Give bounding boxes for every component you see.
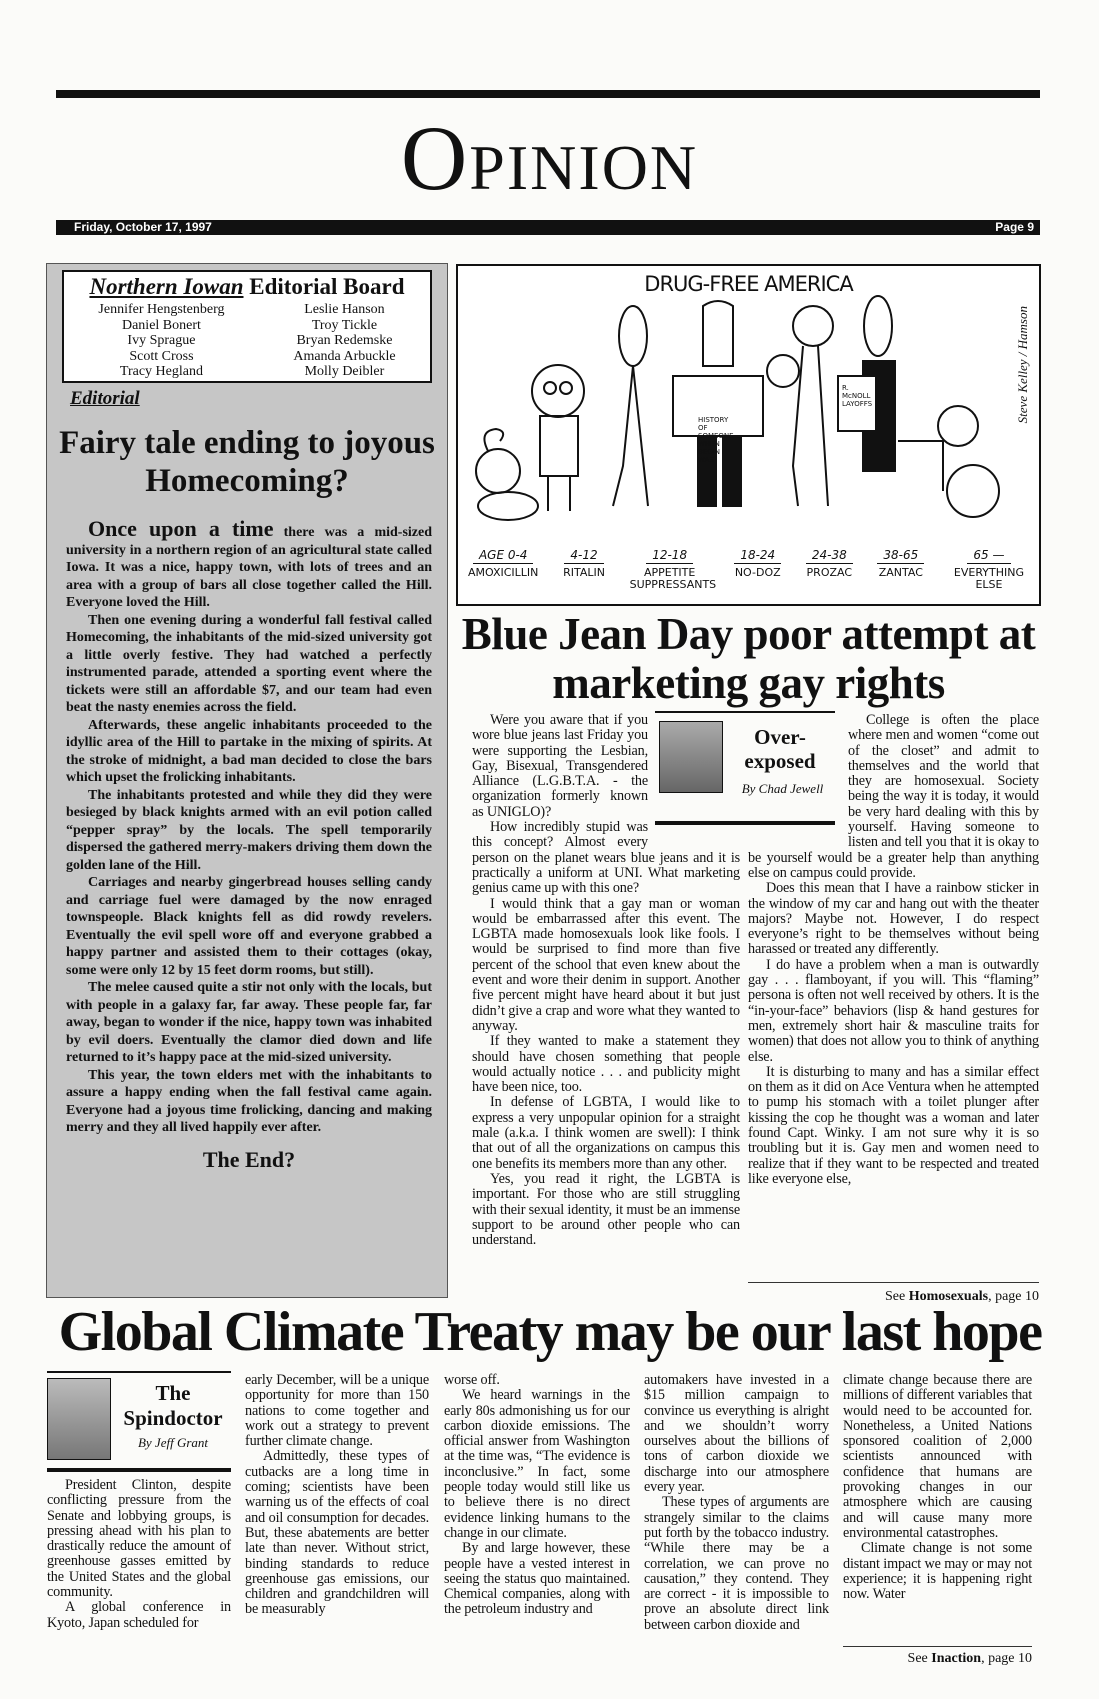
paragraph: Admittedly, these types of cutbacks are a long time in coming; scientists have been warning us of the effects of coal and oil consumption for decades. But, these abatements are better late than never. Without strict, binding standards to reduce greenhouse gas emissions, our children and grandchildren will be measurably — [245, 1448, 429, 1618]
page-number: Page 9 — [995, 220, 1034, 234]
column-title-line: The — [155, 1381, 191, 1405]
cartoon-title: DRUG-FREE AMERICA — [644, 272, 853, 296]
board-member: Jennifer Hengstenberg — [98, 302, 225, 317]
column-title — [113, 1381, 233, 1431]
editorial-label: Editorial — [70, 388, 140, 409]
caption-6 — [949, 548, 1029, 591]
paragraph: College is often the place where men and women “come out of the closet” and admit to themselves and the world that they are homosexual. Society being the way it is today, it would be very hard dealing with this by yourself. Having someone to listen and tell you that it is okay to be yourself would be a greater help than anything else on campus could provide. — [748, 712, 1039, 881]
cartoon-drawing — [458, 266, 1043, 546]
drug-label: APPETITE SUPPRESSANTS — [629, 566, 717, 591]
jump-word: Homosexuals — [908, 1289, 989, 1304]
editorial-board-box — [62, 270, 432, 383]
climate-column-5 — [843, 1373, 1032, 1602]
board-member: Tracy Hegland — [119, 364, 203, 379]
editorial-body — [66, 516, 432, 1172]
age-label: 65 — — [967, 548, 1010, 564]
age-label: 4-12 — [564, 548, 603, 564]
paragraph: early December, will be a unique opportunity for more than 150 nations to come together and work out a strategy to prevent further climate change. — [245, 1372, 429, 1450]
age-label: 38-65 — [877, 548, 924, 564]
caption-1 — [563, 548, 605, 591]
paper-name: Northern Iowan — [89, 274, 244, 299]
paragraph: Yes, you read it right, the LGBTA is important. For those who are still struggling with their sexual identity, it must be an immense support to be around other people who can understand. — [472, 1170, 740, 1249]
teen-figure — [613, 306, 648, 506]
author-photo — [659, 721, 723, 793]
editorial-cartoon — [456, 264, 1041, 606]
parent-figure — [767, 306, 833, 506]
byline: By Jeff Grant — [137, 1435, 209, 1450]
paragraph: How incredibly stupid was this concept? Almost every person on the planet wears blue jeans and it is practically a uniform at UNI. What marketing genius came up with this one? — [472, 819, 740, 897]
paragraph: Carriages and nearby gingerbread houses selling candy and carriage fuel were damaged by the now enraged townspeople. Black knights fell as did rowdy revelers. Eventually the evil spell wore off and everyone grabbed a happy partner and assisted them to their cottages (okay, some were only 12 by 15 feet dorm rooms, but still). — [66, 875, 432, 978]
paragraph: It is disturbing to many and has a similar effect on them as it did on Ace Ventura when he attempted to pump his stomach with a toilet plunger after kissing the cop he thought was a woman and later found Capt. Winky. I am not sure why it is so troubling but it is. Gay men and women need to realize that if they want to be respected and treated like everyone else, — [748, 1063, 1039, 1187]
column-sig-box — [47, 1371, 231, 1472]
board-members-left — [98, 302, 224, 380]
paragraph: The inhabitants protested and while they did they were besieged by black knights armed with an evil potion called “pepper spray” by the locals. The spell temporarily dispersed the gathered merry-makers driving them down the golden lane of the Hill. — [66, 787, 432, 873]
editorial-end: The End? — [202, 1146, 296, 1172]
book-cover-text: HISTORY OF SOMEONE WHEN BEGIN I WAS — [698, 416, 734, 464]
board-member: Leslie Hanson — [304, 302, 385, 317]
paragraph: Climate change is not some distant impact we may or may not experience; it is happening right now. Water — [843, 1540, 1032, 1603]
paragraph: Were you aware that if you wore blue jeans last Friday you were supporting the Lesbian, Gay, Bisexual, Transgendered Alliance (L.G.B.T.A. - the organization formerly known as UNIGLO)? — [472, 712, 648, 820]
column-sig-box — [655, 711, 835, 825]
paragraph-text: there was a mid-sized university in a northern region of an agricultural state called Iowa. It was a nice, happy town, with lots of trees and an area with a group of bars all close together called the Hill. Everyone loved the Hill. — [66, 525, 432, 610]
climate-column-3 — [444, 1373, 630, 1618]
board-members-right — [293, 302, 395, 380]
paragraph: President Clinton, despite conflicting pressure from the Senate and lobbying groups, is pressing ahead with his plan to drastically reduce the amount of greenhouse gasses emitted by the United States and the global community. — [47, 1477, 231, 1601]
age-label: AGE 0-4 — [473, 548, 534, 564]
newspaper-prop-text: R. McNOLL LAYOFFS — [842, 384, 873, 408]
board-member: Bryan Redemske — [296, 333, 393, 348]
paragraph: I do have a problem when a man is outwardly gay . . . flamboyant, if you will. This “flaming” persona is often not well received by others. It is the “in-your-face” behaviors (lisp & hand gestures for men, extremely short hair & masculine traits for women) that does not allow you to think of anything else. — [748, 956, 1039, 1065]
editorial-headline: Fairy tale ending to joyous Homecoming? — [59, 425, 435, 499]
paragraph: We heard warnings in the early 80s admonishing us for our carbon dioxide emissions. The official answer from Washington at the time was, “The evidence is inconclusive.” In fact, some people today would still like us to believe there is no direct evidence linking humans to the change in our climate. — [444, 1387, 630, 1541]
drop-lead: Once upon a time — [88, 516, 274, 541]
paragraph: If they wanted to make a statement they should have chosen something that people would actually notice . . . and publicity might have been nice, too. — [472, 1033, 740, 1096]
jump-word: Inaction — [931, 1651, 982, 1666]
cartoonist-signature: Steve Kelley / Hamson — [1015, 306, 1030, 424]
elder-figure — [898, 406, 999, 517]
author-photo — [47, 1378, 111, 1460]
climate-column-4 — [644, 1373, 829, 1633]
board-member: Scott Cross — [129, 348, 194, 364]
board-member: Molly Deibler — [304, 364, 385, 379]
issue-date: Friday, October 17, 1997 — [74, 220, 212, 234]
paragraph: climate change because there are millions of different variables that would need to be accounted for. Nonetheless, a United Nations sponsored coalition of 2,000 scientists announced with confidence that humans are provoking changes in our atmosphere which are causing and will cause many more environmental catastrophes. — [843, 1372, 1032, 1541]
paragraph: In defense of LGBTA, I would like to express a very unpopular opinion for a straight male (a.k.a. I think women are swell): I think that out of all the organizations on campus this one benefits its members more than any other. — [472, 1094, 740, 1172]
jump-see: See — [907, 1651, 932, 1666]
paragraph: Does this mean that I have a rainbow sticker in the window of my car and hang out with the theater majors? Maybe not. However, I do respect everyone’s right to be themselves without being harassed or treated any differently. — [748, 880, 1039, 958]
board-label: Editorial Board — [249, 274, 405, 299]
caption-3 — [734, 548, 781, 591]
drug-label: RITALIN — [563, 566, 605, 579]
editorial-board-title — [64, 274, 430, 300]
column-title: Over-exposed — [744, 725, 816, 773]
jump-page: , page 10 — [988, 1289, 1039, 1304]
board-member: Ivy Sprague — [127, 333, 196, 348]
baby-figure — [476, 429, 538, 520]
paragraph: By and large however, these people have a vested interest in seeing the status quo maintained. Chemical companies, along with the petroleum industry and — [444, 1540, 630, 1618]
age-label: 18-24 — [734, 548, 781, 564]
climate-column-2 — [245, 1373, 429, 1618]
caption-4 — [806, 548, 853, 591]
jump-see: See — [885, 1289, 909, 1304]
paragraph: I would think that a gay man or woman would be embarrassed after this event. The LGBTA made homosexuals look like fools. I would be surprised to find more than five percent of the school that even knew about the event and wore their denim in support. Another five percent might have heard about it but just didn’t give a crap and wore what they wanted to anyway. — [472, 895, 740, 1034]
reader-figure — [673, 301, 763, 506]
byline: By Chad Jewell — [741, 781, 824, 796]
board-member: Amanda Arbuckle — [293, 348, 396, 364]
climate-headline: Global Climate Treaty may be our last hope — [58, 1301, 1042, 1363]
paragraph — [66, 516, 432, 612]
paragraph: Afterwards, these angelic inhabitants proceeded to the idyllic area of the Hill to partake in the mixing of spirits. At the stroke of midnight, a bad man decided to close the bars which upset the frolicking inhabitants. — [66, 717, 432, 785]
age-label: 24-38 — [806, 548, 853, 564]
child-figure — [532, 365, 584, 511]
masthead-rule — [56, 90, 1040, 98]
caption-2 — [629, 548, 717, 591]
section-title: Opinion — [400, 107, 699, 209]
jump-page: , page 10 — [981, 1651, 1032, 1666]
paragraph: The melee caused quite a stir not only with the locals, but with people in a galaxy far, far away. These people far, far away, began to wonder if the nice, happy town was inhabited by evil doers. Eventually the clamor died down and life returned to it’s happy pace at the mid-sized university. — [66, 980, 432, 1065]
board-member: Daniel Bonert — [121, 317, 201, 333]
drug-label: NO-DOZ — [734, 566, 781, 579]
date-bar — [56, 220, 1040, 235]
drug-label: ZANTAC — [878, 566, 923, 579]
drug-label: EVERYTHING ELSE — [953, 566, 1024, 591]
age-label: 12-18 — [646, 548, 693, 564]
paragraph: This year, the town elders met with the inhabitants to assure a happy ending when the fall festival came again. Everyone had a joyous time frolicking, dancing and making merry and they all lived happily ever after. — [66, 1067, 432, 1135]
climate-column-1 — [47, 1478, 231, 1631]
paragraph: worse off. — [444, 1372, 500, 1388]
paragraph: Then one evening during a wonderful fall festival called Homecoming, the inhabitants of the mid-sized university got a little overly festive. They had watched a perfectly instrumented parade, attended a sporting event where the tickets were still an affordable $7, and our team had even beat the nasty enemies across the field. — [66, 612, 432, 715]
paragraph: These types of arguments are strangely similar to the claims put forth by the tobacco industry. “While there may be a correlation, we can prove no causation,” they contend. They are correct - it is impossible to prove an absolute direct link between carbon dioxide and — [644, 1494, 829, 1633]
board-member: Troy Tickle — [311, 317, 378, 333]
jump-line[interactable] — [843, 1646, 1032, 1667]
paragraph: automakers have invested in a $15 million campaign to convince us everything is alright and we shouldn’t worry ourselves about the billions of tons of carbon dioxide we discharge into our atmosphere every year. — [644, 1372, 829, 1496]
bluejean-headline: Blue Jean Day poor attempt at marketing gay rights — [461, 609, 1036, 708]
caption-5 — [877, 548, 924, 591]
drug-label: AMOXICILLIN — [468, 566, 539, 579]
caption-0 — [468, 548, 538, 591]
drug-label: PROZAC — [806, 566, 853, 579]
cartoon-captions — [468, 548, 1029, 591]
column-title-line: Spindoctor — [123, 1406, 223, 1430]
paragraph: A global conference in Kyoto, Japan scheduled for — [47, 1599, 231, 1631]
